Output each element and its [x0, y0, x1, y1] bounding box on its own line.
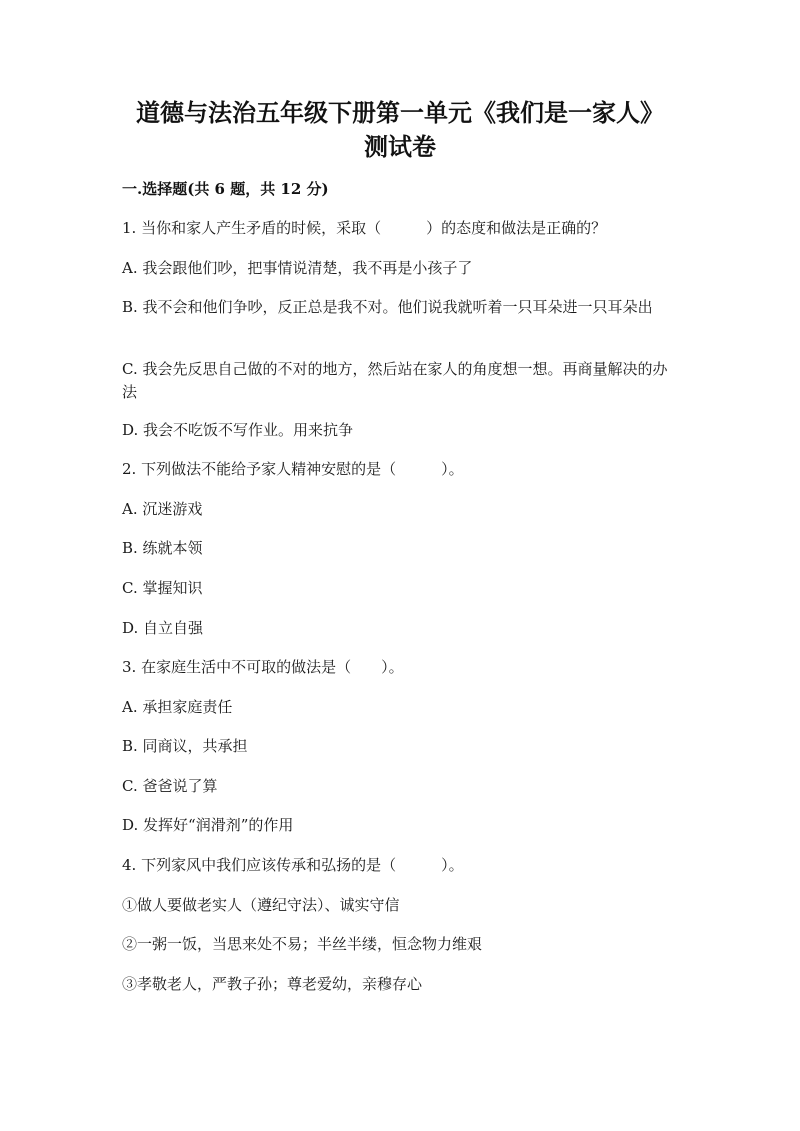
question-1-option-d: D. 我会不吃饭不写作业。用来抗争	[122, 421, 354, 439]
document-title-line-2: 测试卷	[364, 132, 436, 161]
document-title-line-1: 道德与法治五年级下册第一单元《我们是一家人》	[136, 98, 664, 127]
question-3-option-a: A. 承担家庭责任	[122, 698, 233, 716]
question-2-option-d: D. 自立自强	[122, 619, 204, 637]
question-4-item-3: ③孝敬老人，严教子孙；尊老爱幼，亲穆存心	[122, 975, 423, 993]
question-3-option-c: C. 爸爸说了算	[122, 777, 218, 795]
question-1-option-c: C. 我会先反思自己做的不对的地方，然后站在家人的角度想一想。再商量解决的办法	[122, 360, 668, 401]
question-3-option-d: D. 发挥好“润滑剂”的作用	[122, 816, 294, 834]
question-1-option-b: B. 我不会和他们争吵，反正总是我不对。他们说我就听着一只耳朵进一只耳朵出	[122, 298, 653, 316]
question-4-stem: 4. 下列家风中我们应该传承和弘扬的是（ ）。	[122, 856, 464, 874]
question-1-option-a: A. 我会跟他们吵，把事情说清楚，我不再是小孩子了	[122, 259, 473, 277]
question-3-option-b: B. 同商议，共承担	[122, 737, 248, 755]
question-1-stem: 1. 当你和家人产生矛盾的时候，采取（ ）的态度和做法是正确的？	[122, 219, 607, 237]
question-3-stem: 3. 在家庭生活中不可取的做法是（ ）。	[122, 658, 404, 676]
section-heading: 一.选择题(共 6 题，共 12 分)	[122, 180, 329, 198]
question-2-option-a: A. 沉迷游戏	[122, 500, 203, 518]
question-2-stem: 2. 下列做法不能给予家人精神安慰的是（ ）。	[122, 460, 464, 478]
question-2-option-b: B. 练就本领	[122, 539, 203, 557]
question-4-item-1: ①做人要做老实人（遵纪守法）、诚实守信	[122, 896, 400, 914]
question-2-option-c: C. 掌握知识	[122, 579, 203, 597]
question-4-item-2: ②一粥一饭，当思来处不易；半丝半缕，恒念物力维艰	[122, 935, 483, 953]
